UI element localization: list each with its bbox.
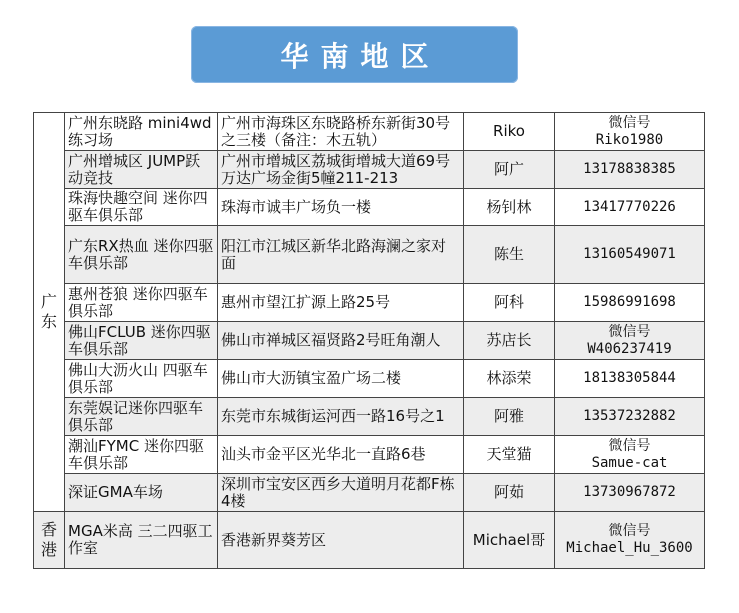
store-name: 东莞娱记迷你四驱车俱乐部 xyxy=(65,398,218,436)
store-address: 广州市海珠区东晓路桥东新街30号之三楼（备注：木五轨） xyxy=(218,113,464,151)
store-phone: 13160549071 xyxy=(555,226,705,284)
guangdong-row xyxy=(34,284,705,322)
store-contact: 阿广 xyxy=(464,151,555,189)
store-address: 汕头市金平区光华北一直路6巷 xyxy=(218,436,464,474)
guangdong-row xyxy=(34,322,705,360)
store-phone: 13178838385 xyxy=(555,151,705,189)
store-name: MGA米高 三二四驱工作室 xyxy=(65,512,218,569)
guangdong-row xyxy=(34,436,705,474)
store-phone: 微信号 Riko1980 xyxy=(555,113,705,151)
store-contact: Michael哥 xyxy=(464,512,555,569)
store-name: 佛山大沥火山 四驱车俱乐部 xyxy=(65,360,218,398)
guangdong-row xyxy=(34,189,705,226)
store-address: 深圳市宝安区西乡大道明月花都F栋4楼 xyxy=(218,474,464,512)
store-name: 珠海快趣空间 迷你四驱车俱乐部 xyxy=(65,189,218,226)
store-contact: 苏店长 xyxy=(464,322,555,360)
store-phone: 微信号 Michael_Hu_3600 xyxy=(555,512,705,569)
hongkong-row xyxy=(34,512,705,569)
store-address: 佛山市大沥镇宝盈广场二楼 xyxy=(218,360,464,398)
store-contact: 阿雅 xyxy=(464,398,555,436)
store-contact: 阿茹 xyxy=(464,474,555,512)
store-phone: 15986991698 xyxy=(555,284,705,322)
guangdong-row xyxy=(34,151,705,189)
store-name: 佛山FCLUB 迷你四驱车俱乐部 xyxy=(65,322,218,360)
store-name: 广州增城区 JUMP跃动竞技 xyxy=(65,151,218,189)
store-address: 广州市增城区荔城街增城大道69号万达广场金街5幢211-213 xyxy=(218,151,464,189)
guangdong-section xyxy=(34,113,705,512)
store-address: 香港新界葵芳区 xyxy=(218,512,464,569)
guangdong-row xyxy=(34,474,705,512)
store-address: 珠海市诚丰广场负一楼 xyxy=(218,189,464,226)
hongkong-section xyxy=(34,512,705,569)
title-banner xyxy=(191,26,518,83)
store-table xyxy=(33,112,705,569)
store-contact: 天堂猫 xyxy=(464,436,555,474)
store-address: 惠州市望江扩源上路25号 xyxy=(218,284,464,322)
store-name: 广东RX热血 迷你四驱车俱乐部 xyxy=(65,226,218,284)
store-contact: 杨钊林 xyxy=(464,189,555,226)
guangdong-row xyxy=(34,113,705,151)
store-phone: 13537232882 xyxy=(555,398,705,436)
store-name: 惠州苍狼 迷你四驱车俱乐部 xyxy=(65,284,218,322)
guangdong-region-label: 广 东 xyxy=(34,113,65,512)
store-contact: Riko xyxy=(464,113,555,151)
store-phone: 微信号 W406237419 xyxy=(555,322,705,360)
store-name: 潮汕FYMC 迷你四驱车俱乐部 xyxy=(65,436,218,474)
store-contact: 阿科 xyxy=(464,284,555,322)
store-address: 东莞市东城街运河西一路16号之1 xyxy=(218,398,464,436)
store-contact: 林添荣 xyxy=(464,360,555,398)
guangdong-row xyxy=(34,398,705,436)
store-address: 阳江市江城区新华北路海澜之家对面 xyxy=(218,226,464,284)
store-name: 广州东晓路 mini4wd练习场 xyxy=(65,113,218,151)
page-title: 华南地区 xyxy=(280,39,441,73)
store-name: 深证GMA车场 xyxy=(65,474,218,512)
store-phone: 13730967872 xyxy=(555,474,705,512)
store-phone: 13417770226 xyxy=(555,189,705,226)
store-address: 佛山市禅城区福贤路2号旺角潮人 xyxy=(218,322,464,360)
store-phone: 18138305844 xyxy=(555,360,705,398)
guangdong-row xyxy=(34,360,705,398)
guangdong-row xyxy=(34,226,705,284)
store-contact: 陈生 xyxy=(464,226,555,284)
store-phone: 微信号 Samue-cat xyxy=(555,436,705,474)
hongkong-region-label: 香 港 xyxy=(34,512,65,569)
